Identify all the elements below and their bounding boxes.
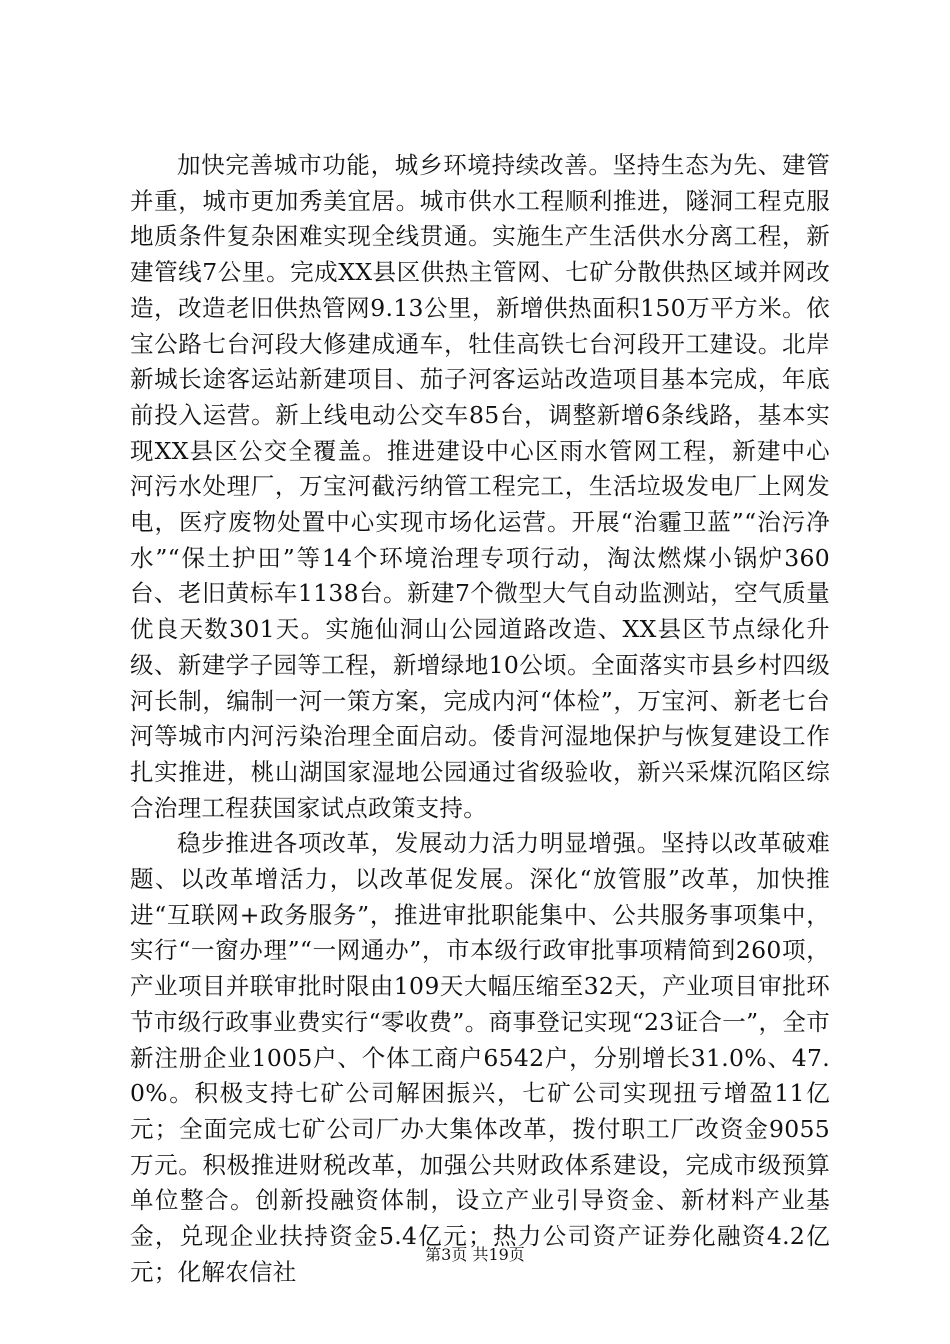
paragraph-reform: 稳步推进各项改革，发展动力活力明显增强。坚持以改革破难题、以改革增活力，以改革促发展。深化“放管服”改革，加快推进“互联网+政务服务”，推进审批职能集中、公共服务事项集中，实行“一窗办理”“一网通办”，市本级行政审批事项精简到260项，产业项目并联审批时限由109天大幅压缩至32天，产业项目审批环节市级行政事业费实行“零收费”。商事登记实现“23证合一”，全市新注册企业1005户、个体工商户6542户，分别增长31.0%、47.0%。积极支持七矿公司解困振兴，七矿公司实现扭亏增盈11亿元；全面完成七矿公司厂办大集体改革，拨付职工厂改资金9055万元。积极推进财税改革，加强公共财政体系建设，完成市级预算单位整合。创新投融资体制，设立产业引导资金、新材料产业基金，兑现企业扶持资金5.4亿元；热力公司资产证券化融资4.2亿元；化解农信社: [130, 829, 830, 1286]
page-footer: 第3页 共19页: [425, 1245, 525, 1264]
document-body: [130, 148, 830, 1291]
paragraph-urban-environment: 加快完善城市功能，城乡环境持续改善。坚持生态为先、建管并重，城市更加秀美宜居。城市供水工程顺利推进，隧洞工程克服地质条件复杂困难实现全线贯通。实施生产生活供水分离工程，新建管线7公里。完成XX县区供热主管网、七矿分散供热区域并网改造，改造老旧供热管网9.13公里，新增供热面积150万平方米。依宝公路七台河段大修建成通车，牡佳高铁七台河段开工建设。北岸新城长途客运站新建项目、茄子河客运站改造项目基本完成，年底前投入运营。新上线电动公交车85台，调整新增6条线路，基本实现XX县区公交全覆盖。推进建设中心区雨水管网工程，新建中心河污水处理厂，万宝河截污纳管工程完工，生活垃圾发电厂上网发电，医疗废物处置中心实现市场化运营。开展“治霾卫蓝”“治污净水”“保土护田”等14个环境治理专项行动，淘汰燃煤小锅炉360台、老旧黄标车1138台。新建7个微型大气自动监测站，空气质量优良天数301天。实施仙洞山公园道路改造、XX县区节点绿化升级、新建学子园等工程，新增绿地10公顷。全面落实市县乡村四级河长制，编制一河一策方案，完成内河“体检”，万宝河、新老七台河等城市内河污染治理全面启动。倭肯河湿地保护与恢复建设工作扎实推进，桃山湖国家湿地公园通过省级验收，新兴采煤沉陷区综合治理工程获国家试点政策支持。: [130, 151, 830, 822]
